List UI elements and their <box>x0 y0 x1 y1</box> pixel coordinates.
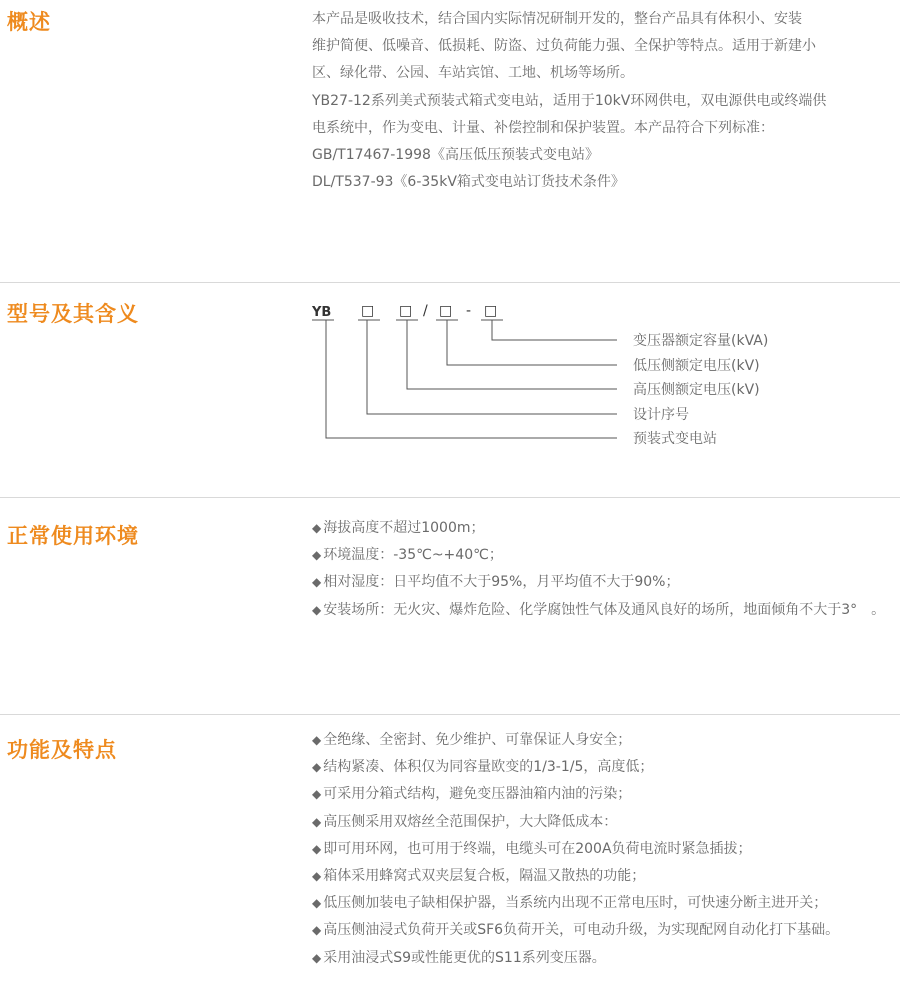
code-box: □ <box>484 303 498 319</box>
code-box: □ <box>399 303 413 319</box>
code-slash: / <box>423 303 428 319</box>
features-heading: 功能及特点 <box>7 738 117 762</box>
list-item: ◆ 低压侧加装电子缺相保护器，当系统内出现不正常电压时，可快速分断主进开关； <box>312 890 898 917</box>
leader-line-capacity <box>492 320 617 340</box>
legend-lv-voltage: 低压侧额定电压(kV) <box>633 358 760 374</box>
list-item: ◆ 采用油浸式S9或性能更优的S11系列变压器。 <box>312 945 898 972</box>
list-item: ◆ 即可用环网，也可用于终端，电缆头可在200A负荷电流时紧急插拔； <box>312 836 898 863</box>
overview-line: 区、绿化带、公园、车站宾馆、工地、机场等场所。 <box>312 65 634 82</box>
features-list <box>312 727 898 972</box>
model-heading: 型号及其含义 <box>7 302 139 326</box>
list-item: ◆ 结构紧凑、体积仅为同容量欧变的1/3-1/5，高度低； <box>312 754 898 781</box>
code-dash: - <box>466 303 472 319</box>
code-box: □ <box>439 303 453 319</box>
leader-line-lv <box>447 320 617 365</box>
list-item: ◆ 高压侧油浸式负荷开关或SF6负荷开关，可电动升级，为实现配网自动化打下基础。 <box>312 917 898 944</box>
overview-line: 本产品是吸收技术，结合国内实际情况研制开发的，整台产品具有体积小、安装 <box>312 11 802 27</box>
legend-substation-type: 预装式变电站 <box>633 431 717 447</box>
code-prefix: YB <box>312 305 332 320</box>
legend-design-number: 设计序号 <box>633 407 689 423</box>
list-item: ◆ 高压侧采用双熔丝全范围保护，大大降低成本： <box>312 809 898 836</box>
list-item: ◆ 可采用分箱式结构，避免变压器油箱内油的污染； <box>312 781 898 808</box>
code-box: □ <box>361 303 375 319</box>
list-item: ◆ 海拔高度不超过1000m； <box>312 515 898 542</box>
overview-text <box>312 6 898 196</box>
section-divider <box>0 714 900 715</box>
overview-line: YB27-12系列美式预装式箱式变电站，适用于10kV环网供电，双电源供电或终端供 <box>312 92 827 109</box>
model-code-diagram <box>300 296 820 456</box>
section-divider <box>0 282 900 283</box>
environment-text <box>312 515 898 624</box>
features-text <box>312 727 898 972</box>
list-item: ◆ 箱体采用蜂窝式双夹层复合板，隔温又散热的功能； <box>312 863 898 890</box>
section-divider <box>0 497 900 498</box>
list-item: ◆ 环境温度：-35℃~+40℃； <box>312 542 898 569</box>
overview-heading: 概述 <box>7 10 51 34</box>
overview-line: 电系统中，作为变电、计量、补偿控制和保护装置。本产品符合下列标准： <box>312 119 774 136</box>
legend-hv-voltage: 高压侧额定电压(kV) <box>633 382 760 398</box>
list-item: ◆ 全绝缘、全密封、免少维护、可靠保证人身安全； <box>312 727 898 754</box>
leader-line-type <box>326 320 617 438</box>
environment-list <box>312 515 898 624</box>
environment-heading: 正常使用环境 <box>7 524 139 548</box>
overview-line: DL/T537-93《6-35kV箱式变电站订货技术条件》 <box>312 174 625 191</box>
list-item: ◆ 相对湿度：日平均值不大于95%，月平均值不大于90%； <box>312 569 898 596</box>
overview-line: 维护简便、低噪音、低损耗、防盗、过负荷能力强、全保护等特点。适用于新建小 <box>312 38 816 55</box>
legend-capacity: 变压器额定容量(kVA) <box>633 333 769 349</box>
list-item: ◆ 安装场所：无火灾、爆炸危险、化学腐蚀性气体及通风良好的场所，地面倾角不大于3° 。 <box>312 597 898 624</box>
leader-line-hv <box>407 320 617 389</box>
overview-line: GB/T17467-1998《高压低压预装式变电站》 <box>312 147 599 164</box>
